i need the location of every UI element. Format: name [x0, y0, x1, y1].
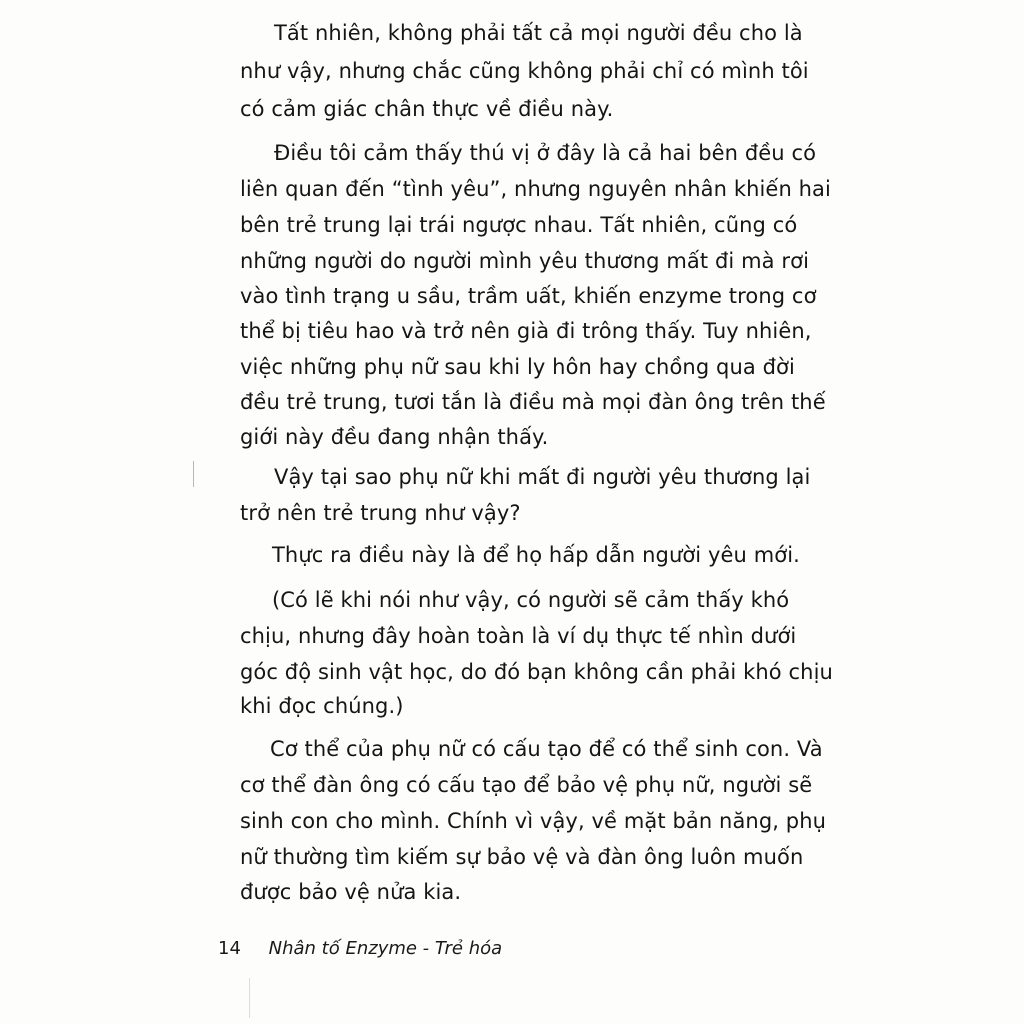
- text-line: sinh con cho mình. Chính vì vậy, về mặt bản năng, phụ: [240, 809, 827, 833]
- text-line: đều trẻ trung, tươi tắn là điều mà mọi đàn ông trên thế: [240, 390, 826, 414]
- text-line: Điều tôi cảm thấy thú vị ở đây là cả hai bên đều có: [274, 141, 817, 165]
- text-line: việc những phụ nữ sau khi ly hôn hay chồng qua đời: [240, 355, 795, 379]
- text-line: Tất nhiên, không phải tất cả mọi người đều cho là: [274, 21, 803, 45]
- text-line: những người do người mình yêu thương mất đi mà rơi: [240, 249, 810, 273]
- margin-mark: [193, 461, 194, 487]
- page-footer: [218, 938, 502, 959]
- text-line: khi đọc chúng.): [240, 694, 404, 718]
- text-line: như vậy, nhưng chắc cũng không phải chỉ có mình tôi: [240, 59, 809, 83]
- running-title: Nhân tố Enzyme - Trẻ hóa: [268, 938, 503, 959]
- text-line: liên quan đến “tình yêu”, nhưng nguyên nhân khiến hai: [240, 177, 831, 201]
- text-line: (Có lẽ khi nói như vậy, có người sẽ cảm thấy khó: [272, 588, 790, 612]
- text-line: góc độ sinh vật học, do đó bạn không cần phải khó chịu: [240, 660, 833, 684]
- text-line: chịu, nhưng đây hoàn toàn là ví dụ thực tế nhìn dưới: [240, 624, 797, 648]
- text-line: cơ thể đàn ông có cấu tạo để bảo vệ phụ nữ, người sẽ: [240, 773, 813, 797]
- margin-mark: [249, 978, 250, 1018]
- text-line: Thực ra điều này là để họ hấp dẫn người yêu mới.: [272, 543, 800, 567]
- page-number: 14: [218, 938, 241, 959]
- text-line: bên trẻ trung lại trái ngược nhau. Tất nhiên, cũng có: [240, 213, 798, 237]
- text-line: Vậy tại sao phụ nữ khi mất đi người yêu thương lại: [274, 465, 811, 489]
- text-line: trở nên trẻ trung như vậy?: [240, 501, 521, 525]
- text-line: vào tình trạng u sầu, trầm uất, khiến enzyme trong cơ: [240, 284, 817, 308]
- text-line: nữ thường tìm kiếm sự bảo vệ và đàn ông luôn muốn: [240, 845, 804, 869]
- text-line: có cảm giác chân thực về điều này.: [240, 97, 614, 121]
- text-line: thể bị tiêu hao và trở nên già đi trông thấy. Tuy nhiên,: [240, 319, 812, 343]
- text-line: được bảo vệ nửa kia.: [240, 880, 462, 904]
- text-line: giới này đều đang nhận thấy.: [240, 425, 549, 449]
- text-line: Cơ thể của phụ nữ có cấu tạo để có thể sinh con. Và: [270, 737, 823, 761]
